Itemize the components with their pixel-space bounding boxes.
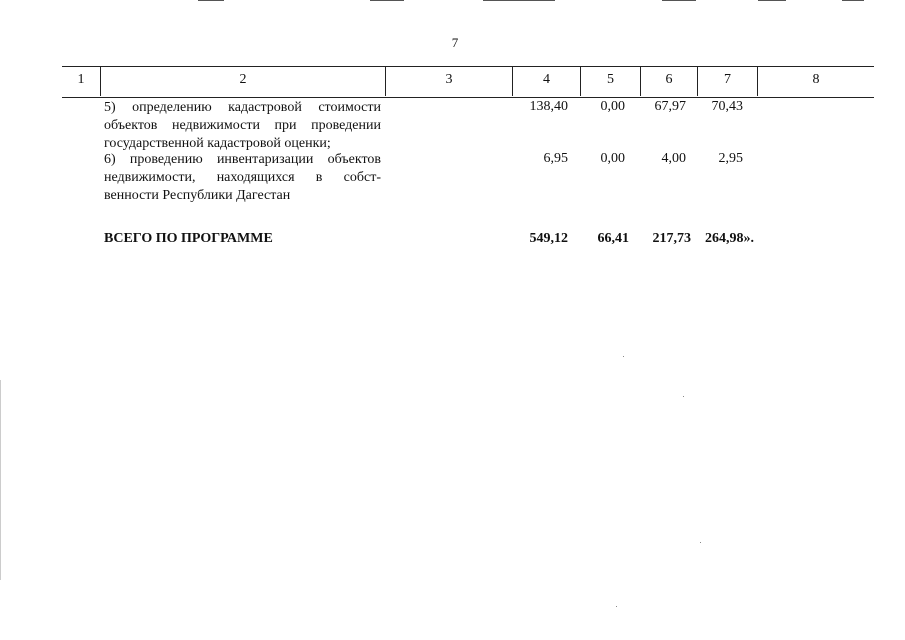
row-value-col6: 67,97	[654, 99, 686, 114]
scan-speck	[700, 542, 701, 543]
total-value-col5: 66,41	[597, 231, 629, 246]
page-number: 7	[451, 35, 459, 50]
scan-mark	[842, 0, 864, 1]
row-value-col7: 70,43	[711, 99, 743, 114]
row-value-col4: 6,95	[543, 151, 568, 166]
scan-speck	[616, 606, 617, 607]
column-header-5: 5	[580, 67, 640, 96]
row-description: 6) проведению инвентаризации объектов недвижимости, находящихся в собст-венности Республики Дагестан	[104, 152, 381, 203]
scan-edge	[0, 380, 1, 580]
scan-mark	[483, 0, 555, 1]
scan-mark	[758, 0, 786, 1]
scan-mark	[198, 0, 224, 1]
row-value-col5: 0,00	[600, 151, 625, 166]
column-header-1: 1	[77, 72, 85, 87]
column-header-2: 2	[100, 67, 385, 96]
scan-speck	[623, 356, 624, 357]
row-value-col4: 138,40	[529, 99, 568, 114]
scan-mark	[662, 0, 696, 1]
row-value-col5: 0,00	[600, 99, 625, 114]
row-description: 5) определению кадастровой стоимости объектов недвижимости при проведении государственной кадастровой оценки;	[104, 100, 381, 151]
scan-speck	[683, 396, 684, 397]
total-value-col4: 549,12	[529, 231, 568, 246]
row-value-col6: 4,00	[661, 151, 686, 166]
row-value-col7: 2,95	[718, 151, 743, 166]
column-header-4: 4	[512, 67, 580, 96]
total-label: ВСЕГО ПО ПРОГРАММЕ	[104, 231, 273, 246]
total-value-col6: 217,73	[652, 231, 691, 246]
table-header-row	[62, 66, 874, 98]
scan-mark	[370, 0, 404, 1]
column-header-7: 7	[697, 67, 757, 96]
column-header-6: 6	[640, 67, 697, 96]
column-header-3: 3	[385, 67, 512, 96]
column-header-8: 8	[757, 67, 874, 96]
total-value-col7: 264,98».	[705, 231, 754, 246]
